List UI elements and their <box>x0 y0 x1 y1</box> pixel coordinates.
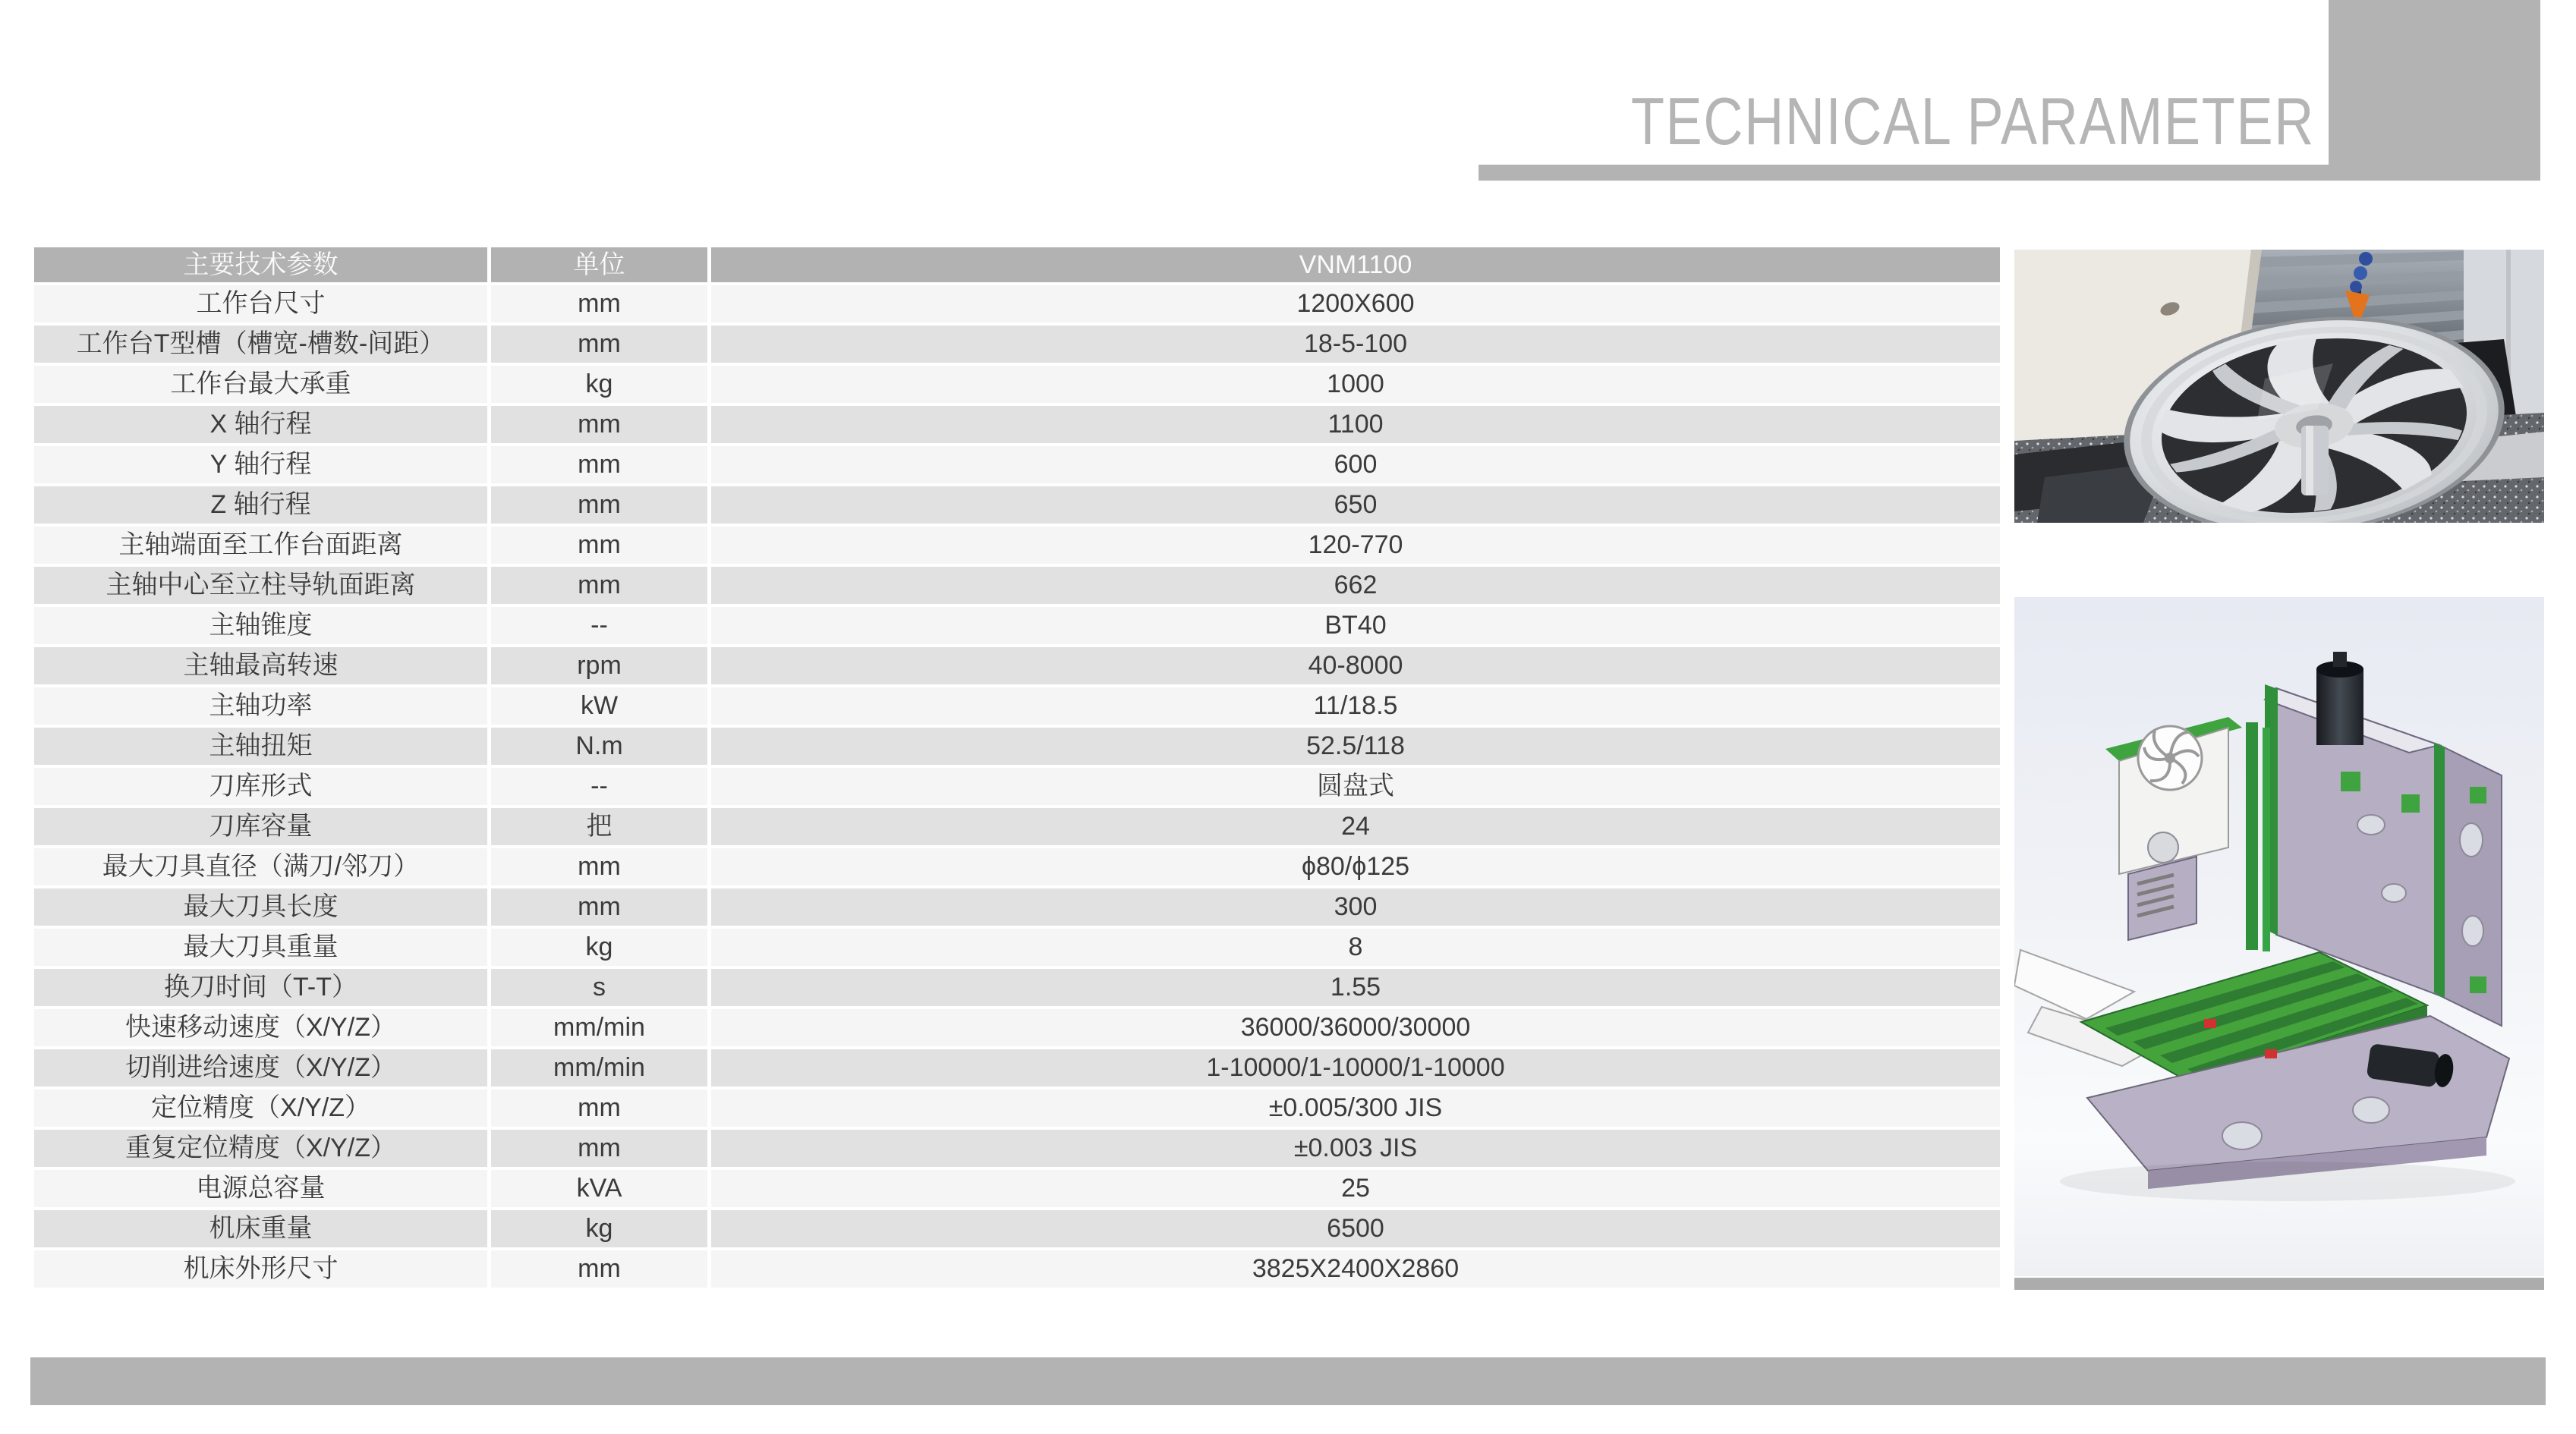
table-row <box>34 1130 2000 1167</box>
table-row <box>34 366 2000 403</box>
cell-value: 24 <box>711 808 2000 845</box>
cell-value: 1-10000/1-10000/1-10000 <box>711 1049 2000 1087</box>
cell-parameter: 主轴端面至工作台面距离 <box>34 527 487 564</box>
cell-parameter: 工作台尺寸 <box>34 285 487 322</box>
table-row <box>34 285 2000 322</box>
cell-value: ϕ80/ϕ125 <box>711 848 2000 885</box>
header-cell-parameter: 主要技术参数 <box>34 247 487 282</box>
cell-parameter: X 轴行程 <box>34 406 487 443</box>
cell-unit: mm <box>491 1130 707 1167</box>
corner-accent-block <box>2329 0 2540 165</box>
cell-unit: mm <box>491 486 707 524</box>
wheel-machining-photo <box>2014 250 2544 523</box>
title-underline-bar <box>1479 165 2540 181</box>
cell-unit: 把 <box>491 808 707 845</box>
cell-unit: mm/min <box>491 1049 707 1087</box>
cell-unit: kg <box>491 1210 707 1247</box>
cell-value: 650 <box>711 486 2000 524</box>
table-row <box>34 1090 2000 1127</box>
table-row <box>34 647 2000 684</box>
table-row <box>34 969 2000 1006</box>
cell-unit: kg <box>491 366 707 403</box>
cell-value: 圆盘式 <box>711 768 2000 805</box>
cell-unit: mm <box>491 888 707 926</box>
cell-value: BT40 <box>711 607 2000 644</box>
table-row <box>34 567 2000 604</box>
table-header-row <box>34 247 2000 282</box>
cell-value: 3825X2400X2860 <box>711 1250 2000 1288</box>
machine-3d-render <box>2014 597 2544 1276</box>
table-row <box>34 1170 2000 1207</box>
footer-band <box>30 1357 2546 1405</box>
cell-parameter: 快速移动速度（X/Y/Z） <box>34 1009 487 1046</box>
cell-unit: s <box>491 969 707 1006</box>
table-row <box>34 607 2000 644</box>
header-cell-model: VNM1100 <box>711 247 2000 282</box>
table-row <box>34 929 2000 966</box>
cell-unit: mm <box>491 285 707 322</box>
header-cell-unit: 单位 <box>491 247 707 282</box>
cell-parameter: 主轴最高转速 <box>34 647 487 684</box>
cell-value: 8 <box>711 929 2000 966</box>
cell-parameter: 最大刀具直径（满刀/邻刀） <box>34 848 487 885</box>
cell-unit: mm <box>491 848 707 885</box>
cell-unit: mm <box>491 406 707 443</box>
cell-unit: kW <box>491 687 707 725</box>
cell-value: 40-8000 <box>711 647 2000 684</box>
table-row <box>34 1210 2000 1247</box>
cell-unit: mm <box>491 325 707 363</box>
table-row <box>34 1250 2000 1288</box>
cell-value: 1000 <box>711 366 2000 403</box>
cell-parameter: Y 轴行程 <box>34 446 487 483</box>
cell-unit: mm <box>491 567 707 604</box>
cell-parameter: 切削进给速度（X/Y/Z） <box>34 1049 487 1087</box>
cell-unit: mm <box>491 1090 707 1127</box>
cell-unit: kVA <box>491 1170 707 1207</box>
cell-parameter: 刀库形式 <box>34 768 487 805</box>
cell-value: 18-5-100 <box>711 325 2000 363</box>
table-row <box>34 1009 2000 1046</box>
render-base-strip <box>2014 1278 2544 1290</box>
cell-unit: mm <box>491 1250 707 1288</box>
cell-parameter: 机床重量 <box>34 1210 487 1247</box>
cell-unit: mm/min <box>491 1009 707 1046</box>
cell-parameter: 工作台T型槽（槽宽-槽数-间距） <box>34 325 487 363</box>
cell-unit: rpm <box>491 647 707 684</box>
table-row <box>34 486 2000 524</box>
cell-value: 1100 <box>711 406 2000 443</box>
cell-parameter: 电源总容量 <box>34 1170 487 1207</box>
table-row <box>34 325 2000 363</box>
table-row <box>34 1049 2000 1087</box>
table-row <box>34 728 2000 765</box>
cell-value: 120-770 <box>711 527 2000 564</box>
cell-value: 36000/36000/30000 <box>711 1009 2000 1046</box>
cell-parameter: 最大刀具长度 <box>34 888 487 926</box>
cell-parameter: 换刀时间（T-T） <box>34 969 487 1006</box>
page-title: TECHNICAL PARAMETER <box>1630 83 2315 159</box>
cell-value: 1.55 <box>711 969 2000 1006</box>
table-row <box>34 527 2000 564</box>
cell-unit: -- <box>491 607 707 644</box>
cell-value: 52.5/118 <box>711 728 2000 765</box>
cell-value: 600 <box>711 446 2000 483</box>
cell-value: 6500 <box>711 1210 2000 1247</box>
table-row <box>34 406 2000 443</box>
table-row <box>34 808 2000 845</box>
cell-parameter: 机床外形尺寸 <box>34 1250 487 1288</box>
cell-parameter: 重复定位精度（X/Y/Z） <box>34 1130 487 1167</box>
cell-unit: N.m <box>491 728 707 765</box>
table-row <box>34 848 2000 885</box>
cell-value: 11/18.5 <box>711 687 2000 725</box>
cell-parameter: 工作台最大承重 <box>34 366 487 403</box>
cell-parameter: 主轴中心至立柱导轨面距离 <box>34 567 487 604</box>
cell-value: 1200X600 <box>711 285 2000 322</box>
table-row <box>34 687 2000 725</box>
cell-unit: mm <box>491 446 707 483</box>
cell-parameter: Z 轴行程 <box>34 486 487 524</box>
cell-parameter: 主轴扭矩 <box>34 728 487 765</box>
machine-render-graphic <box>2014 597 2544 1276</box>
cell-value: 25 <box>711 1170 2000 1207</box>
wheel-photo-graphic <box>2014 250 2544 523</box>
table-row <box>34 768 2000 805</box>
cell-parameter: 最大刀具重量 <box>34 929 487 966</box>
cell-parameter: 定位精度（X/Y/Z） <box>34 1090 487 1127</box>
cell-unit: mm <box>491 527 707 564</box>
table-row <box>34 446 2000 483</box>
cell-parameter: 主轴锥度 <box>34 607 487 644</box>
cell-value: ±0.005/300 JIS <box>711 1090 2000 1127</box>
table-row <box>34 888 2000 926</box>
cell-unit: kg <box>491 929 707 966</box>
spec-table <box>34 247 2000 1291</box>
cell-value: 662 <box>711 567 2000 604</box>
table-body <box>34 285 2000 1288</box>
cell-value: 300 <box>711 888 2000 926</box>
cell-value: ±0.003 JIS <box>711 1130 2000 1167</box>
cell-parameter: 主轴功率 <box>34 687 487 725</box>
cell-parameter: 刀库容量 <box>34 808 487 845</box>
cell-unit: -- <box>491 768 707 805</box>
